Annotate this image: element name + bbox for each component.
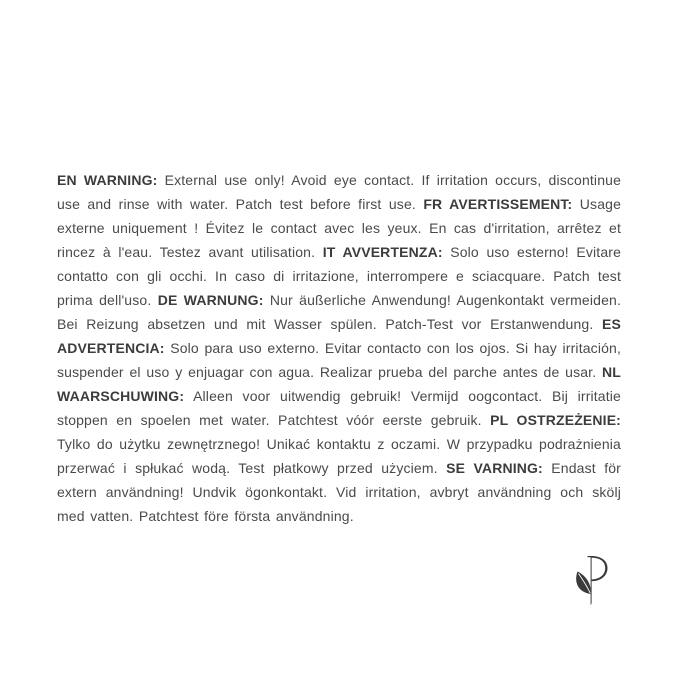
warning-body-en: External use only! Avoid eye contact. If irritation occurs, discontinue use and rinse with water. Patch test before first use. (57, 172, 621, 212)
language-warning-label-de: DE WARNUNG: (157, 292, 264, 308)
language-warning-label-it: IT AVVERTENZA: (322, 244, 443, 260)
warning-body-se: Endast för extern användning! Undvik ögonkontakt. Vid irritation, avbryt användning och skölj med vatten. Patchtest före första användning. (57, 460, 621, 524)
warning-body-fr: Usage externe uniquement ! Évitez le contact avec les yeux. En cas d'irritation, arrêtez et rincez à l'eau. Testez avant utilisation. (57, 196, 621, 260)
p-leaf-logo-icon (570, 554, 612, 606)
warning-body-it: Solo uso esterno! Evitare contatto con gli occhi. In caso di irritazione, interrompere e sciacquare. Patch test prima dell'uso. (57, 244, 622, 308)
warning-body-pl: Tylko do użytku zewnętrznego! Unikać kontaktu z oczami. W przypadku podrażnienia przerwać i spłukać wodą. Test płatkowy przed użyciem. (57, 436, 621, 476)
warning-body-nl: Alleen voor uitwendig gebruik! Vermijd oogcontact. Bij irritatie stoppen en spoelen met water. Patchtest vóór eerste gebruik. (57, 388, 621, 428)
language-warning-label-nl: NL WAARSCHUWING: (57, 364, 621, 404)
warning-body-de: Nur äußerliche Anwendung! Augenkontakt vermeiden. Bei Reizung absetzen und mit Wasser spülen. Patch-Test vor Erstanwendung. (57, 292, 621, 332)
letter-p-stem (591, 556, 592, 605)
language-warning-label-pl: PL OSTRZEŻENIE: (490, 412, 621, 428)
language-warning-label-es: ES ADVERTENCIA: (57, 316, 621, 356)
warning-body-es: Solo para uso externo. Evitar contacto con los ojos. Si hay irritación, suspender el uso y enjuagar con agua. Realizar prueba del parche antes de usar. (57, 340, 621, 380)
language-warning-label-en: EN WARNING: (57, 172, 158, 188)
brand-logo (570, 554, 612, 606)
warning-text (57, 168, 621, 528)
language-warning-label-se: SE VARNING: (446, 460, 543, 476)
letter-p-serif (588, 556, 595, 557)
language-warning-label-fr: FR AVERTISSEMENT: (423, 196, 573, 212)
letter-p-bowl (592, 556, 608, 581)
